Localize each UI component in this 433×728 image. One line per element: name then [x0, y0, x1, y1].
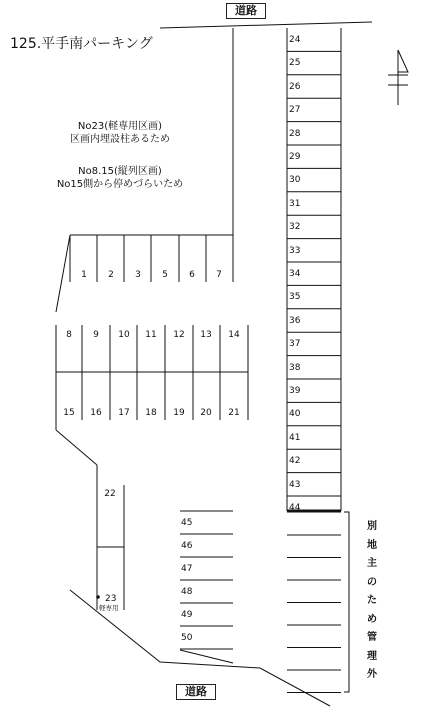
space-23-sub: 軽専用	[99, 604, 119, 612]
space-17: 17	[118, 408, 130, 418]
side-note-char: め	[367, 613, 377, 625]
space-18: 18	[145, 408, 157, 418]
side-note-char: 主	[367, 558, 377, 569]
space-8: 8	[66, 330, 72, 340]
side-note-char: 理	[367, 650, 377, 662]
note-slot8-15: No8.15(縦列区画) No15側から停めづらいため	[56, 166, 184, 190]
space-42: 42	[289, 456, 301, 467]
side-note-char: 管	[367, 632, 377, 643]
space-12: 12	[173, 330, 185, 340]
space-10: 10	[118, 330, 130, 340]
space-30: 30	[289, 175, 301, 186]
space-43: 43	[289, 479, 301, 490]
space-19: 19	[173, 408, 185, 418]
space-36: 36	[289, 315, 301, 326]
space-44: 44	[289, 503, 301, 513]
space-27: 27	[289, 105, 301, 116]
road-label-top: 道路	[226, 3, 266, 19]
space-7: 7	[216, 270, 222, 280]
space-38: 38	[289, 362, 301, 373]
space-23: 23	[105, 594, 117, 604]
road-boundary-top	[160, 22, 372, 28]
space-50: 50	[181, 633, 193, 643]
space-26: 26	[289, 81, 301, 92]
space-48: 48	[181, 587, 193, 597]
left-edge-top	[56, 235, 70, 312]
side-note-char: 地	[367, 539, 377, 551]
space-32: 32	[289, 222, 301, 233]
space-37: 37	[289, 339, 301, 350]
side-note-char: た	[367, 595, 377, 606]
space-21: 21	[228, 408, 240, 418]
side-note-char: 外	[367, 669, 377, 680]
space-2: 2	[108, 270, 114, 280]
space-20: 20	[200, 408, 212, 418]
space-41: 41	[289, 432, 301, 443]
space-14: 14	[228, 330, 240, 340]
side-note-char: の	[367, 576, 377, 588]
space-13: 13	[200, 330, 212, 340]
space-11: 11	[145, 330, 157, 340]
space-28: 28	[289, 128, 301, 139]
space-49: 49	[181, 610, 193, 620]
space-1: 1	[81, 270, 87, 280]
space-9: 9	[93, 330, 99, 340]
space-15: 15	[63, 408, 75, 418]
space-40: 40	[289, 409, 301, 420]
space-31: 31	[289, 198, 301, 209]
side-note-char: 別	[367, 521, 377, 532]
space-33: 33	[289, 245, 301, 256]
space-29: 29	[289, 152, 301, 162]
page-title: 125.平手南パーキング	[10, 36, 153, 52]
space-16: 16	[90, 408, 102, 418]
space-35: 35	[289, 292, 301, 303]
space-47: 47	[181, 564, 193, 574]
space-6: 6	[189, 270, 195, 280]
space-45: 45	[181, 518, 193, 528]
space-3: 3	[135, 270, 141, 280]
road-label-bottom: 道路	[176, 684, 216, 700]
space-34: 34	[289, 269, 301, 279]
note-slot23: No23(軽専用区画) 区画内埋設柱あるため	[70, 121, 170, 145]
space-22: 22	[104, 489, 116, 499]
space-46: 46	[181, 541, 193, 551]
space-5: 5	[162, 270, 168, 280]
space-25: 25	[289, 58, 301, 69]
space-39: 39	[289, 386, 301, 396]
space-24: 24	[289, 35, 301, 45]
